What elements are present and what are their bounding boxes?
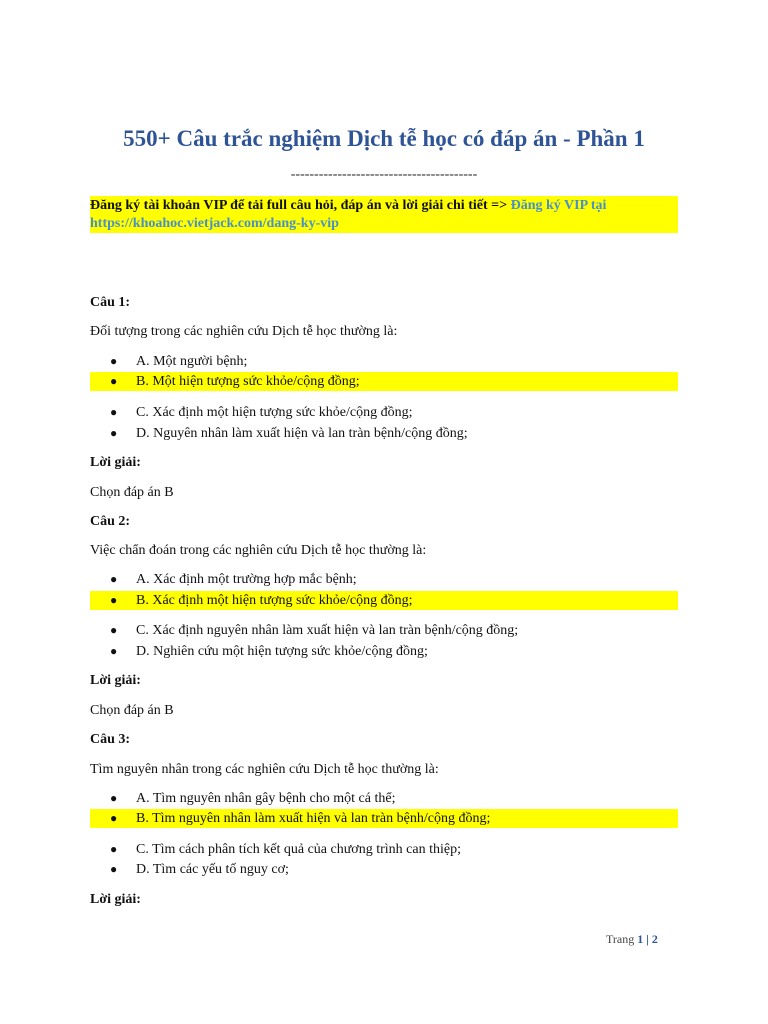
bullet-icon: ● bbox=[110, 842, 118, 856]
bullet-icon: ● bbox=[110, 791, 118, 805]
question-1-option-c: ● C. Xác định một hiện tượng sức khỏe/cộng đồng; bbox=[110, 405, 413, 420]
bullet-icon: ● bbox=[110, 354, 118, 368]
bullet-icon: ● bbox=[110, 426, 118, 440]
question-1-label: Câu 1: bbox=[90, 295, 131, 310]
question-3-option-c: ● C. Tìm cách phân tích kết quả của chương trình can thiệp; bbox=[110, 842, 461, 857]
question-1-text: Đối tượng trong các nghiên cứu Dịch tễ học thường là: bbox=[90, 324, 398, 339]
bullet-icon: ● bbox=[110, 862, 118, 876]
page-total: 2 bbox=[651, 932, 658, 946]
page-sep: | bbox=[643, 932, 652, 946]
document-title: 550+ Câu trắc nghiệm Dịch tễ học có đáp án - Phần 1 bbox=[123, 126, 645, 151]
question-2-option-b: ● B. Xác định một hiện tượng sức khỏe/cộng đồng; bbox=[90, 591, 678, 610]
vip-register-url[interactable]: https://khoahoc.vietjack.com/dang-ky-vip bbox=[90, 216, 339, 231]
question-1-option-a: ● A. Một người bệnh; bbox=[110, 354, 248, 369]
question-1-option-b: ● B. Một hiện tượng sức khỏe/cộng đồng; bbox=[90, 372, 678, 391]
vip-banner-text: Đăng ký tài khoản VIP để tải full câu hỏi, đáp án và lời giải chi tiết => bbox=[90, 198, 511, 213]
page-number: Trang 1 | 2 bbox=[606, 932, 658, 946]
question-2-solution-label: Lời giải: bbox=[90, 673, 141, 688]
question-2-label: Câu 2: bbox=[90, 514, 131, 529]
question-3-option-d: ● D. Tìm các yếu tố nguy cơ; bbox=[110, 862, 289, 877]
bullet-icon: ● bbox=[110, 374, 118, 388]
page-current: 1 bbox=[637, 932, 644, 946]
question-2-option-a: ● A. Xác định một trường hợp mắc bệnh; bbox=[110, 572, 357, 587]
question-2-option-c: ● C. Xác định nguyên nhân làm xuất hiện và lan tràn bệnh/cộng đồng; bbox=[110, 623, 519, 638]
bullet-icon: ● bbox=[110, 405, 118, 419]
question-2-text: Việc chẩn đoán trong các nghiên cứu Dịch tễ học thường là: bbox=[90, 543, 427, 558]
question-3-solution-label: Lời giải: bbox=[90, 892, 141, 907]
bullet-icon: ● bbox=[110, 623, 118, 637]
question-1-solution-label: Lời giải: bbox=[90, 455, 141, 470]
bullet-icon: ● bbox=[110, 572, 118, 586]
vip-banner bbox=[90, 197, 678, 233]
question-3-option-b: ● B. Tìm nguyên nhân làm xuất hiện và lan tràn bệnh/cộng đồng; bbox=[90, 809, 678, 828]
question-2-option-d: ● D. Nghiên cứu một hiện tượng sức khỏe/cộng đồng; bbox=[110, 644, 428, 659]
question-1-option-d: ● D. Nguyên nhân làm xuất hiện và lan tràn bệnh/cộng đồng; bbox=[110, 426, 468, 441]
vip-register-link[interactable]: Đăng ký VIP tại bbox=[510, 198, 607, 213]
question-2-solution-text: Chọn đáp án B bbox=[90, 703, 174, 718]
separator-line: ---------------------------------------- bbox=[290, 167, 478, 182]
bullet-icon: ● bbox=[110, 644, 118, 658]
question-3-label: Câu 3: bbox=[90, 732, 131, 747]
question-1-solution-text: Chọn đáp án B bbox=[90, 485, 174, 500]
bullet-icon: ● bbox=[110, 593, 118, 607]
question-3-option-a: ● A. Tìm nguyên nhân gây bệnh cho một cá thể; bbox=[110, 791, 396, 806]
bullet-icon: ● bbox=[110, 811, 118, 825]
question-3-text: Tìm nguyên nhân trong các nghiên cứu Dịch tễ học thường là: bbox=[90, 762, 439, 777]
